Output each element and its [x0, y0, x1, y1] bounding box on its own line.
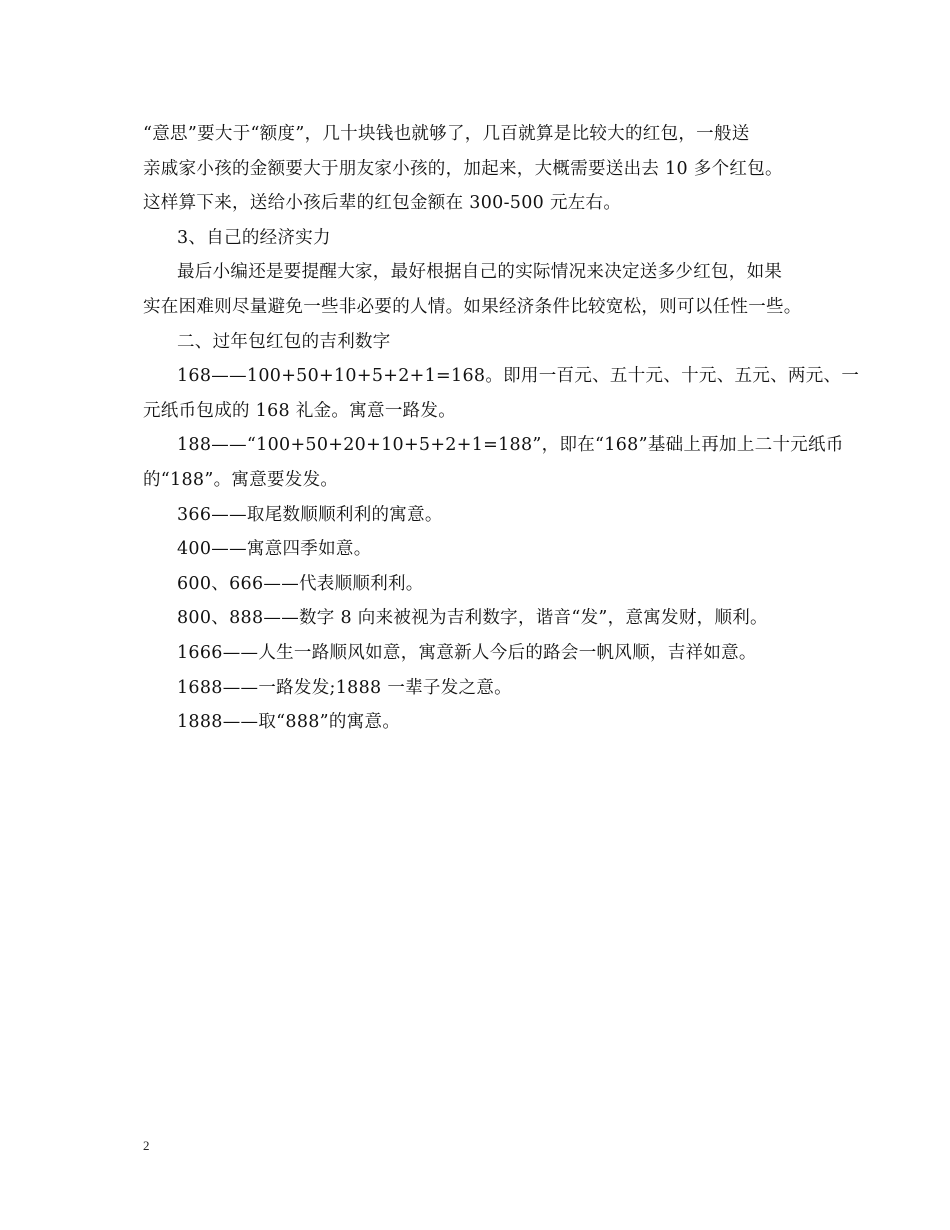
text-line: 最后小编还是要提醒大家，最好根据自己的实际情况来决定送多少红包，如果 [177, 262, 783, 283]
text-line: 168——100+50+10+5+2+1=168。即用一百元、五十元、十元、五元、两元、一 [177, 366, 860, 387]
text-line: “意思”要大于“额度”，几十块钱也就够了，几百就算是比较大的红包，一般送 [143, 124, 750, 144]
text-line: 亲戚家小孩的金额要大于朋友家小孩的，加起来，大概需要送出去 10 多个红包。 [143, 158, 783, 179]
text-line: 188——“100+50+20+10+5+2+1=188”，即在“168”基础上再加上二十元纸币 [177, 435, 844, 456]
text-line: 1888——取“888”的寓意。 [177, 712, 401, 733]
text-line: 400——寓意四季如意。 [177, 539, 372, 560]
text-line: 的“188”。寓意要发发。 [143, 469, 339, 490]
text-line: 1666——人生一路顺风如意，寓意新人今后的路会一帆风顺，吉祥如意。 [177, 642, 757, 663]
text-line: 1688——一路发发;1888 一辈子发之意。 [177, 677, 512, 698]
section-heading: 二、过年包红包的吉利数字 [177, 331, 391, 352]
page-number: 2 [143, 1138, 150, 1153]
text-line: 366——取尾数顺顺利利的寓意。 [177, 504, 443, 525]
text-line: 这样算下来，送给小孩后辈的红包金额在 300-500 元左右。 [143, 193, 622, 214]
text-line: 元纸币包成的 168 礼金。寓意一路发。 [143, 400, 457, 421]
document-body [143, 117, 860, 740]
text-line: 实在困难则尽量避免一些非必要的人情。如果经济条件比较宽松，则可以任性一些。 [143, 296, 802, 317]
section-heading: 3、自己的经济实力 [177, 227, 331, 248]
text-line: 600、666——代表顺顺利利。 [177, 573, 424, 594]
text-line: 800、888——数字 8 向来被视为吉利数字，谐音“发”，意寓发财，顺利。 [177, 608, 768, 629]
